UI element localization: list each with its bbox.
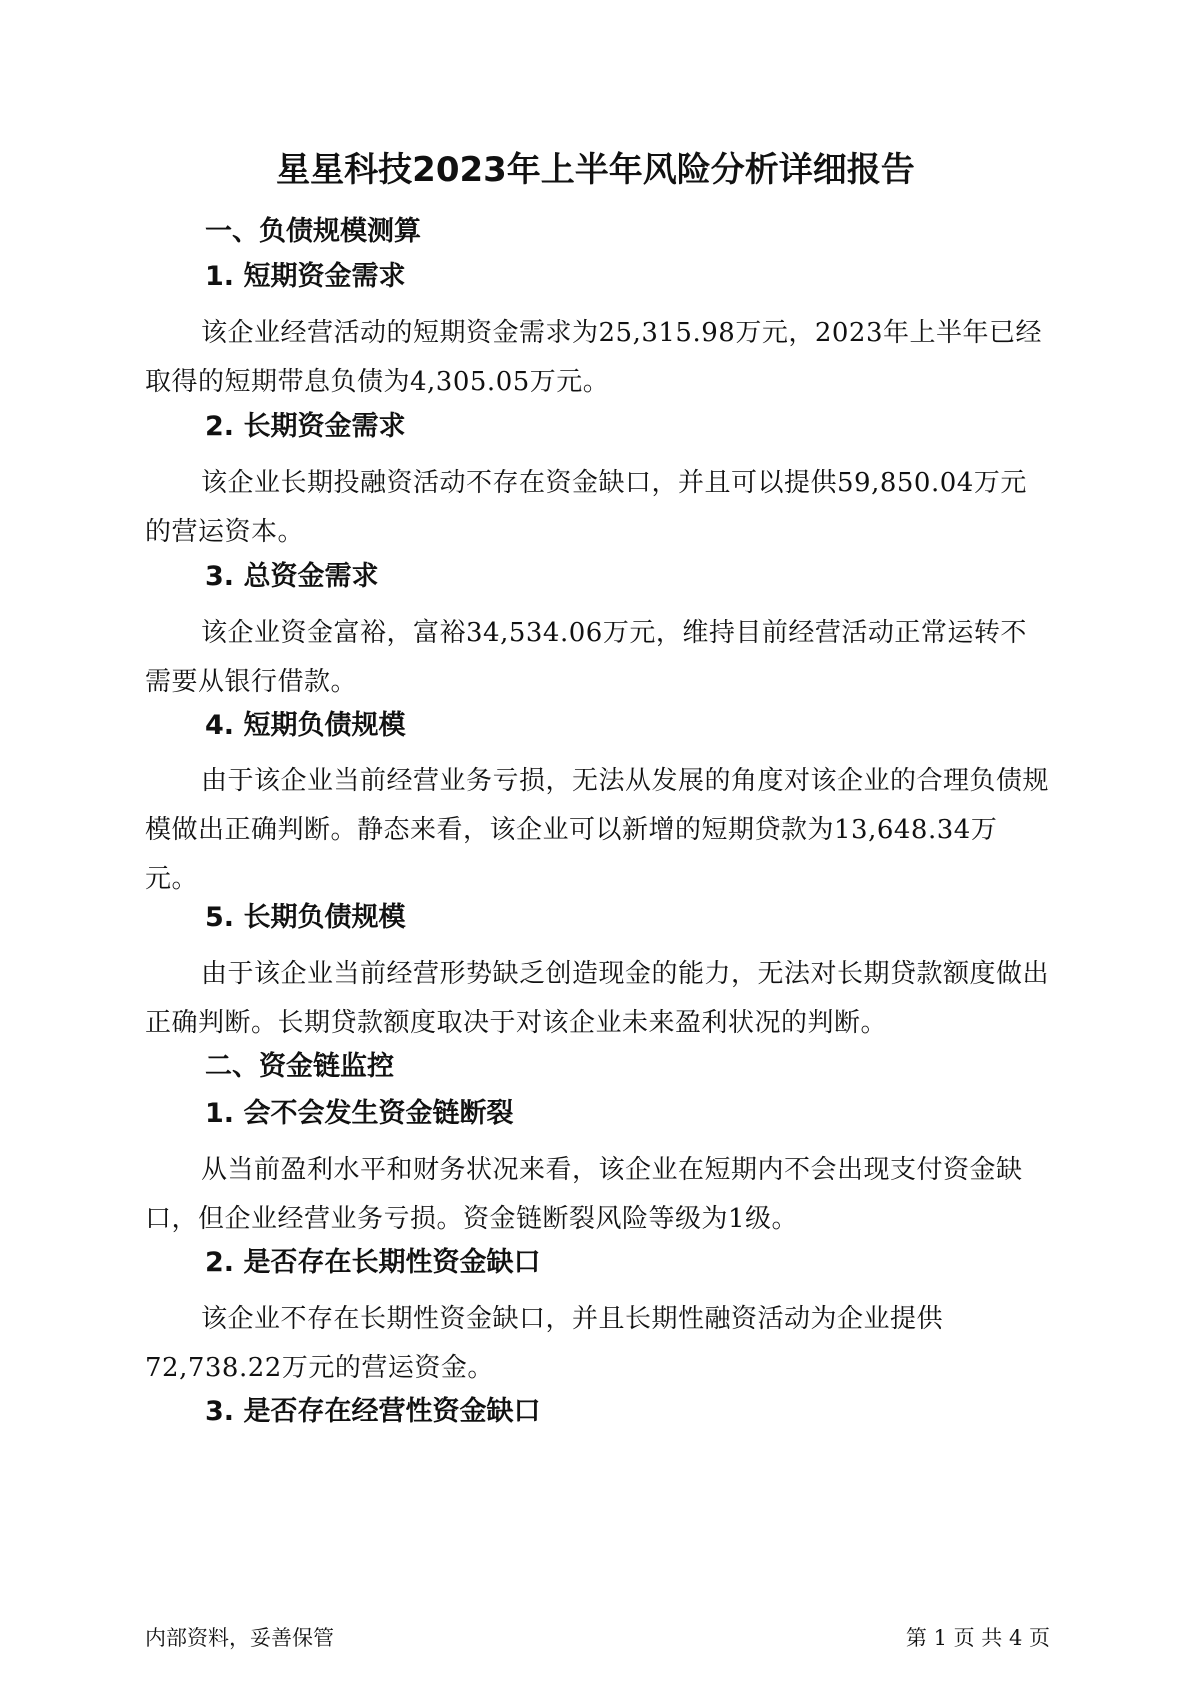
paragraph-short-term-debt-scale: 由于该企业当前经营业务亏损，无法从发展的角度对该企业的合理负债规模做出正确判断。静态来看，该企业可以新增的短期贷款为13,648.34万元。 (145, 766, 1050, 894)
document-title: 星星科技2023年上半年风险分析详细报告 (276, 150, 915, 190)
paragraph-cash-chain-break: 从当前盈利水平和财务状况来看，该企业在短期内不会出现支付资金缺口，但企业经营业务亏损。资金链断裂风险等级为1级。 (145, 1155, 1023, 1234)
subheading-short-term-capital-demand: 1. 短期资金需求 (205, 261, 406, 292)
subheading-long-term-debt-scale: 5. 长期负债规模 (205, 902, 406, 933)
paragraph-long-term-debt-scale: 由于该企业当前经营形势缺乏创造现金的能力，无法对长期贷款额度做出正确判断。长期贷款额度取决于对该企业未来盈利状况的判断。 (145, 959, 1050, 1038)
paragraph-long-term-capital-demand: 该企业长期投融资活动不存在资金缺口，并且可以提供59,850.04万元的营运资本。 (145, 468, 1027, 547)
subheading-short-term-debt-scale: 4. 短期负债规模 (205, 710, 406, 741)
section-heading-debt-scale: 一、负债规模测算 (205, 216, 421, 247)
subheading-long-term-funding-gap: 2. 是否存在长期性资金缺口 (205, 1247, 541, 1278)
subheading-operating-funding-gap: 3. 是否存在经营性资金缺口 (205, 1396, 541, 1427)
footer-confidential-note: 内部资料，妥善保管 (145, 1626, 334, 1650)
paragraph-long-term-funding-gap: 该企业不存在长期性资金缺口，并且长期性融资活动为企业提供72,738.22万元的营运资金。 (145, 1304, 944, 1383)
subheading-cash-chain-break: 1. 会不会发生资金链断裂 (205, 1098, 514, 1129)
subheading-total-capital-demand: 3. 总资金需求 (205, 561, 379, 592)
subheading-long-term-capital-demand: 2. 长期资金需求 (205, 411, 406, 442)
section-heading-cash-chain: 二、资金链监控 (205, 1051, 394, 1082)
footer-page-number: 第 1 页 共 4 页 (905, 1626, 1050, 1650)
paragraph-total-capital-demand: 该企业资金富裕，富裕34,534.06万元，维持目前经营活动正常运转不需要从银行借款。 (145, 618, 1027, 697)
paragraph-short-term-capital-demand: 该企业经营活动的短期资金需求为25,315.98万元，2023年上半年已经取得的短期带息负债为4,305.05万元。 (145, 318, 1042, 397)
